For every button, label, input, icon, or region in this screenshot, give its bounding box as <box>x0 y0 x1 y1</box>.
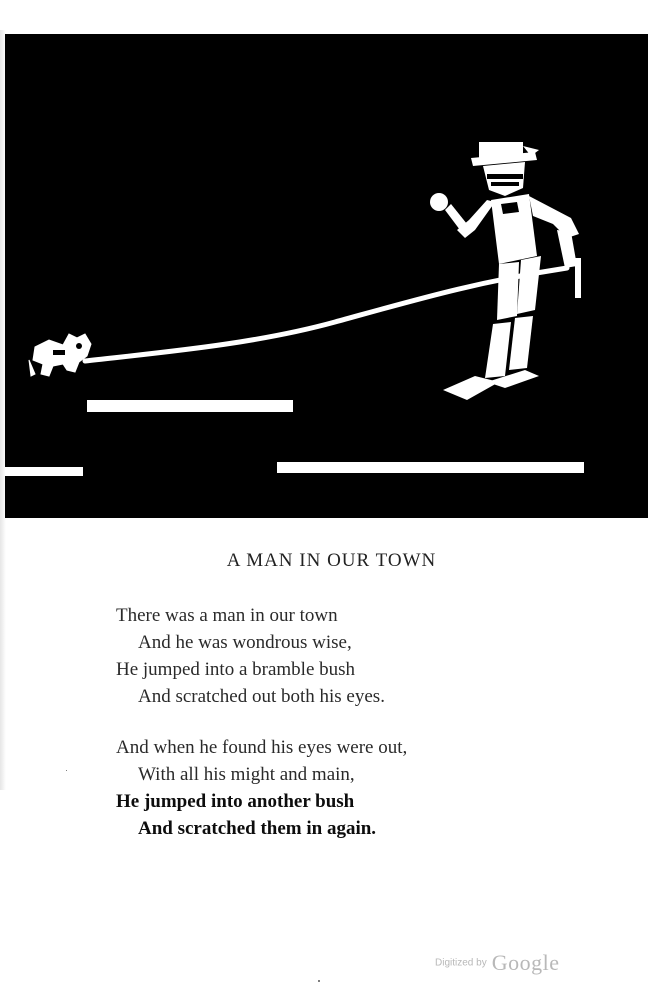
ground-dash <box>5 467 83 476</box>
poem-line: With all his might and main, <box>138 764 355 785</box>
digitized-watermark <box>435 950 560 976</box>
scan-speck <box>66 770 67 771</box>
poem-line: There was a man in our town <box>116 605 338 626</box>
illustration-background <box>5 34 648 518</box>
watermark-prefix: Digitized by <box>435 957 487 969</box>
poem-line: And scratched them in again. <box>138 818 377 839</box>
watermark-brand: Google <box>491 950 560 975</box>
woodcut-illustration <box>5 34 648 518</box>
ground-dash <box>277 462 584 473</box>
poem-line: And when he found his eyes were out, <box>116 737 408 758</box>
scan-speck <box>318 980 320 982</box>
poem-line: And scratched out both his eyes. <box>138 686 385 707</box>
poem-stanza-1 <box>116 602 385 710</box>
poem-line: He jumped into a bramble bush <box>116 659 356 680</box>
poem-line: He jumped into another bush <box>116 791 355 812</box>
poem-line: And he was wondrous wise, <box>138 632 352 653</box>
poem-title: A MAN IN OUR TOWN <box>226 550 437 571</box>
poem-stanza-2 <box>116 734 407 842</box>
ground-dash <box>87 400 293 412</box>
